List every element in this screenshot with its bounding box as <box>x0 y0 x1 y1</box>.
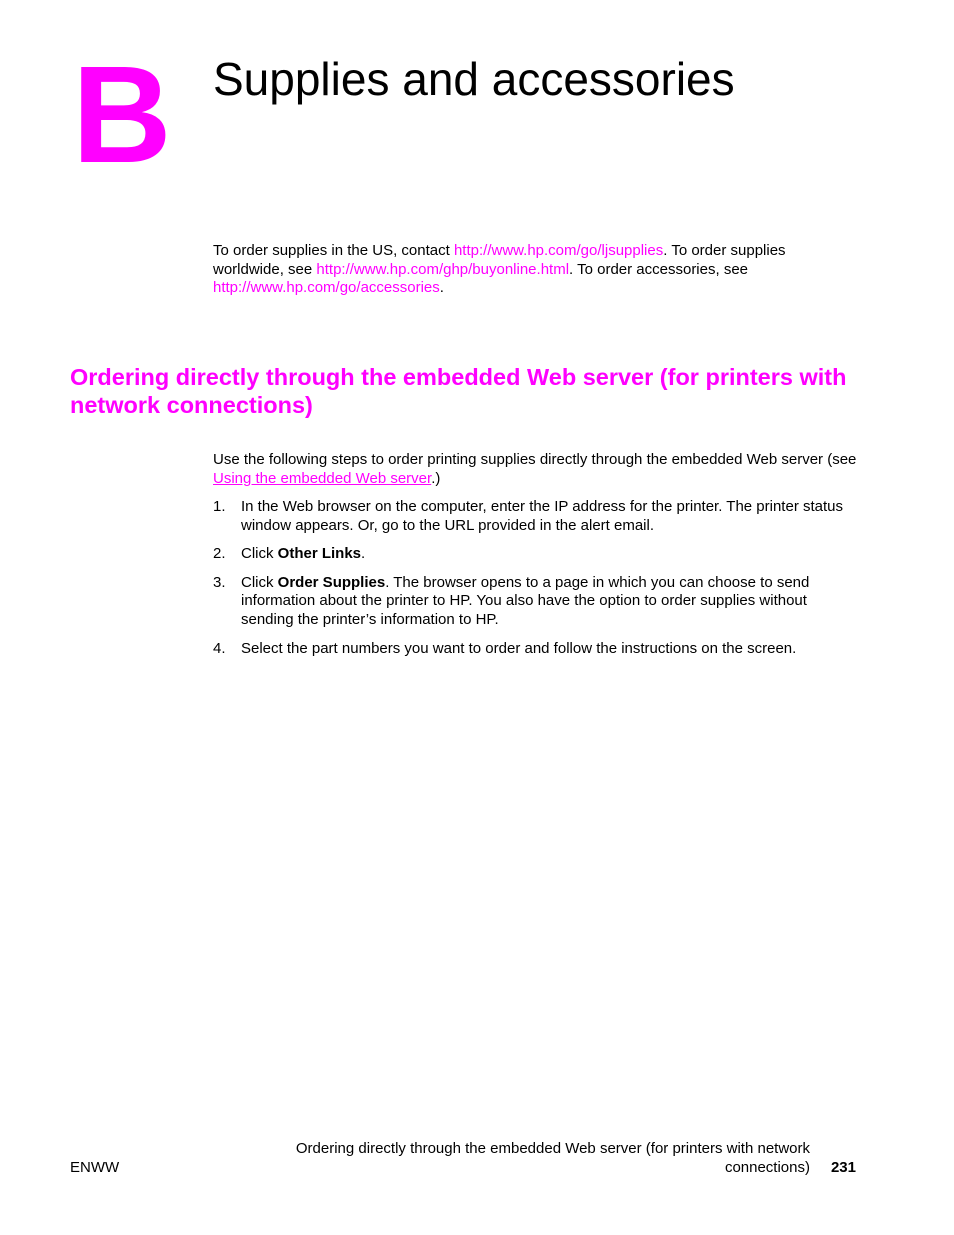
step-number: 2. <box>213 545 226 563</box>
step-number: 3. <box>213 573 226 591</box>
list-item <box>213 574 863 630</box>
step-number: 4. <box>213 639 226 657</box>
intro-text-1: To order supplies in the US, contact <box>213 242 454 259</box>
footer-section-title: Ordering directly through the embedded Web server (for printers with network connections) <box>295 1140 810 1176</box>
list-item <box>213 545 863 564</box>
section-intro-text-2: .) <box>431 469 441 487</box>
chapter-title: Supplies and accessories <box>213 53 735 105</box>
buyonline-link[interactable]: http://www.hp.com/ghp/buyonline.html <box>316 260 570 278</box>
intro-paragraph <box>213 242 853 298</box>
step-text-post: . The browser opens to a page in which you can choose to send information about the printer to HP. You also have the option to order supplies without sending the printer’s information to HP. <box>241 573 810 628</box>
section-intro-text-1: Use the following steps to order printing supplies directly through the embedded Web server (see <box>213 451 857 468</box>
intro-text-4: . <box>439 279 444 297</box>
step-bold-other-links: Other Links <box>277 545 362 563</box>
intro-text-2: . To order supplies worldwide, see <box>213 242 786 278</box>
list-item <box>213 498 863 535</box>
steps-list <box>213 498 863 668</box>
step-bold-order-supplies: Order Supplies <box>277 573 386 591</box>
step-text-pre: Click <box>241 545 278 563</box>
footer-page-number: 231 <box>830 1159 856 1176</box>
step-number: 1. <box>213 498 226 515</box>
footer-left-label: ENWW <box>70 1159 120 1176</box>
list-item <box>213 640 863 659</box>
step-text: In the Web browser on the computer, enter the IP address for the printer. The printer status window appears. Or, go to the URL provided in the alert email. <box>241 498 843 534</box>
section-intro <box>213 451 863 488</box>
accessories-link[interactable]: http://www.hp.com/go/accessories <box>213 279 440 297</box>
chapter-letter: B <box>72 38 172 192</box>
step-text: Select the part numbers you want to order and follow the instructions on the screen. <box>241 639 797 657</box>
intro-text-3: . To order accessories, see <box>569 260 749 278</box>
step-text-pre: Click <box>241 573 278 591</box>
embedded-web-server-link[interactable]: Using the embedded Web server <box>213 469 432 487</box>
ljsupplies-link[interactable]: http://www.hp.com/go/ljsupplies <box>453 242 664 259</box>
section-heading: Ordering directly through the embedded Web server (for printers with network connections) <box>70 364 847 418</box>
step-text-post: . <box>361 545 366 563</box>
